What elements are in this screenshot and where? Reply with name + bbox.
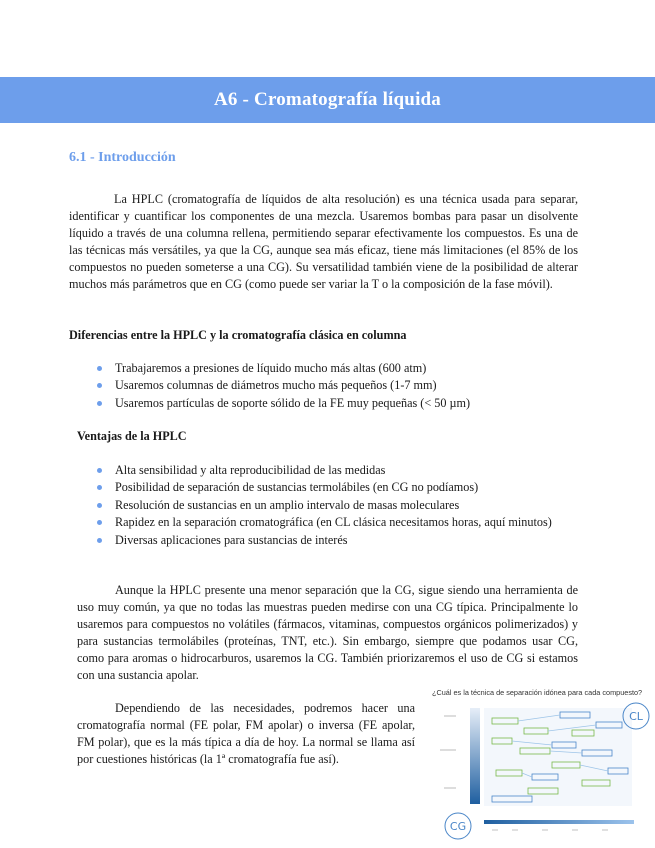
modes-paragraph: Dependiendo de las necesidades, podremos hacer una cromatografía normal (FE polar, FM apolar) o inversa (FE apolar, FM polar), que es la más típica a día de hoy. La normal se llama así por cuestiones históricas (la 1ª cromatografía fue así). bbox=[77, 701, 415, 766]
bullet-icon bbox=[97, 401, 102, 406]
figure-graphic bbox=[432, 688, 654, 840]
vertical-axis-bar bbox=[470, 708, 480, 804]
cl-label: CL bbox=[629, 710, 643, 723]
bullet-icon bbox=[97, 538, 102, 543]
bullet-icon bbox=[97, 383, 102, 388]
bullet-icon bbox=[97, 366, 102, 371]
list-item bbox=[97, 532, 552, 549]
list-item bbox=[97, 497, 552, 514]
list-item-text: Usaremos partículas de soporte sólido de la FE muy pequeñas (< 50 µm) bbox=[115, 395, 471, 410]
list-item-text: Trabajaremos a presiones de líquido mucho más altas (600 atm) bbox=[115, 361, 427, 375]
section-title: 6.1 - Introducción bbox=[69, 150, 176, 165]
list-item-text: Posibilidad de separación de sustancias termolábiles (en CG no podíamos) bbox=[115, 480, 479, 495]
list-item bbox=[97, 360, 470, 377]
bullet-icon bbox=[97, 520, 102, 525]
differences-list bbox=[97, 360, 470, 412]
bullet-icon bbox=[97, 503, 102, 508]
list-item-text: Diversas aplicaciones para sustancias de interés bbox=[115, 532, 348, 547]
list-item bbox=[97, 377, 470, 394]
separation-technique-figure bbox=[432, 688, 654, 840]
list-item bbox=[97, 395, 470, 412]
list-item-text: Rapidez en la separación cromatográfica (en CL clásica necesitamos horas, aquí minutos) bbox=[115, 515, 552, 530]
list-item-text: Usaremos columnas de diámetros mucho más pequeños (1-7 mm) bbox=[115, 378, 437, 393]
list-item bbox=[97, 462, 552, 479]
advantages-heading: Ventajas de la HPLC bbox=[77, 429, 187, 443]
advantages-list bbox=[97, 462, 552, 549]
bullet-icon bbox=[97, 468, 102, 473]
horizontal-axis-bar bbox=[484, 820, 634, 824]
list-item-text: Resolución de sustancias en un amplio intervalo de masas moleculares bbox=[115, 497, 460, 512]
page-title: A6 - Cromatografía líquida bbox=[213, 89, 442, 110]
cg-label: CG bbox=[449, 820, 467, 833]
comparison-paragraph: Aunque la HPLC presente una menor separación que la CG, sigue siendo una herramienta de uso muy común, ya que no todas las muestras pueden medirse con una CG típica. Principalmente lo usaremos para compuestos no volátiles (fármacos, vitaminas, compuestos orgánicos polimerizados) y para sustancias termolábiles (proteínas, TNT, etc.). Sin embargo, siempre que podamos usar CG, como para aromas o hidrocarburos, usaremos la CG. También priorizaremos el uso de CG si estamos con una sustancia apolar. bbox=[77, 583, 578, 682]
list-item bbox=[97, 479, 552, 496]
figure-caption: ¿Cuál es la técnica de separación idónea para cada compuesto? bbox=[432, 688, 643, 697]
list-item bbox=[97, 514, 552, 531]
title-banner bbox=[0, 77, 655, 123]
list-item-text: Alta sensibilidad y alta reproducibilidad de las medidas bbox=[115, 463, 386, 477]
differences-heading: Diferencias entre la HPLC y la cromatografía clásica en columna bbox=[69, 328, 407, 342]
bullet-icon bbox=[97, 485, 102, 490]
intro-paragraph: La HPLC (cromatografía de líquidos de alta resolución) es una técnica usada para separar, identificar y cuantificar los componentes de una mezcla. Usaremos bombas para pasar un disolvente líquido a través de una columna rellena, permitiendo separar efectivamente los compuestos. Es una de las técnicas más versátiles, ya que la CG, aunque sea más eficaz, tiene más limitaciones (el 85% de los compuestos no pueden someterse a una CG). Su versatilidad también viene de la posibilidad de alterar muchos más parámetros que en CG (como puede ser variar la T o la composición de la fase móvil). bbox=[69, 192, 578, 291]
